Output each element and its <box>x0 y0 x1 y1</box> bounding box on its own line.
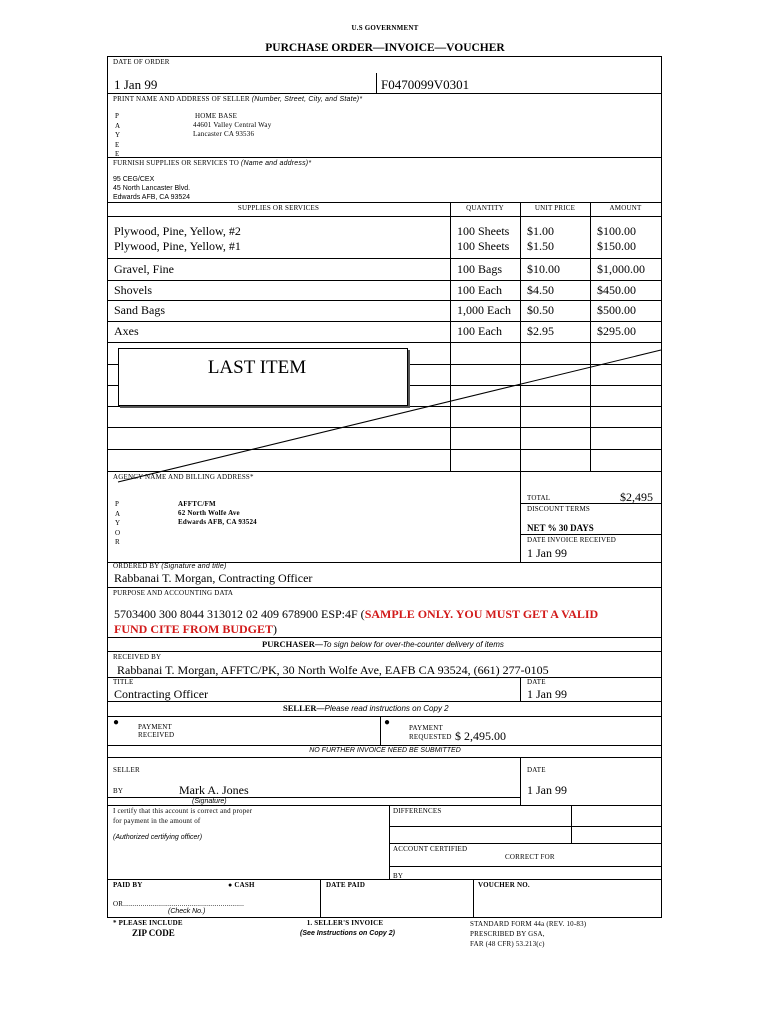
account-certified-label: ACCOUNT CERTIFIED <box>393 845 468 853</box>
total-value: $2,495 <box>620 490 653 504</box>
cash-option[interactable]: ● CASH <box>228 881 255 889</box>
date-of-order-value: 1 Jan 99 <box>114 77 158 92</box>
date-of-order-label: DATE OF ORDER <box>113 58 170 66</box>
table-row-amount: $150.00 <box>597 239 636 253</box>
table-row-amount: $1,000.00 <box>597 262 645 276</box>
seller-signature: Mark A. Jones <box>179 783 249 797</box>
seller-address-label: PRINT NAME AND ADDRESS OF SELLER (Number, Street, City, and State)* <box>113 95 363 103</box>
payment-received-label: PAYMENT RECEIVED <box>138 723 175 739</box>
table-row-amount: $295.00 <box>597 324 636 338</box>
purchaser-heading: PURCHASER—To sign below for over-the-counter delivery of items <box>262 639 504 649</box>
by-label: BY <box>113 787 124 795</box>
differences-label: DIFFERENCES <box>393 807 442 815</box>
payment-requested-checkbox[interactable]: ● <box>384 717 391 728</box>
please-include-note: * PLEASE INCLUDE <box>113 919 183 927</box>
discount-value: NET % 30 DAYS <box>527 523 594 533</box>
voucher-no-label: VOUCHER NO. <box>478 881 530 889</box>
furnish-label: FURNISH SUPPLIES OR SERVICES TO (Name and address)* <box>113 159 312 167</box>
table-row-price: $10.00 <box>527 262 560 276</box>
payee-letters: P A Y E E <box>115 112 121 158</box>
purchaser-date-label: DATE <box>527 678 546 686</box>
table-row-item: Sand Bags <box>114 303 165 317</box>
agency-address: AFFTC/FM 62 North Wolfe Ave Edwards AFB, CA 93524 <box>178 500 257 526</box>
table-row-item: Axes <box>114 324 139 338</box>
furnish-address: 95 CEG/CEX 45 North Lancaster Blvd. Edwards AFB, CA 93524 <box>113 176 191 201</box>
title-value: Contracting Officer <box>114 687 209 701</box>
seller-date-label: DATE <box>527 766 546 774</box>
date-invoice-label: DATE INVOICE RECEIVED <box>527 536 616 544</box>
payment-received-checkbox[interactable]: ● <box>113 717 120 728</box>
table-row-qty: 100 Sheets <box>457 224 510 238</box>
col-header-amount: AMOUNT <box>609 204 642 212</box>
zip-code-note: ZIP CODE <box>132 928 175 938</box>
see-instructions-label: (See Instructions on Copy 2) <box>300 930 395 937</box>
ordered-by-label: ORDERED BY (Signature and title) <box>113 562 227 570</box>
date-paid-label: DATE PAID <box>326 881 366 889</box>
seller-date-value: 1 Jan 99 <box>527 783 567 797</box>
accounting-value: 5703400 300 8044 313012 02 409 678900 ESP:4F (SAMPLE ONLY. YOU MUST GET A VALID FUND CITE FROM BUDGET) <box>114 607 599 636</box>
accounting-label: PURPOSE AND ACCOUNTING DATA <box>113 589 234 597</box>
table-row-amount: $450.00 <box>597 283 636 297</box>
table-row-item: Gravel, Fine <box>114 262 174 276</box>
ordered-by-value: Rabbanai T. Morgan, Contracting Officer <box>114 571 313 585</box>
payor-letters: P A Y O R <box>115 500 121 546</box>
check-number-label: (Check No.) <box>168 908 206 915</box>
col-header-unit-price: UNIT PRICE <box>534 204 576 212</box>
purchaser-date-value: 1 Jan 99 <box>527 687 567 701</box>
no-further-invoice-note: NO FURTHER INVOICE NEED BE SUBMITTED <box>309 747 461 754</box>
table-row-price: $2.95 <box>527 324 554 338</box>
seller-label: SELLER <box>113 766 140 774</box>
discount-label: DISCOUNT TERMS <box>527 505 591 513</box>
form-number-block: STANDARD FORM 44a (REV. 10-83) PRESCRIBED BY GSA, FAR (48 CFR) 53.213(c) <box>470 920 587 948</box>
col-header-supplies: SUPPLIES OR SERVICES <box>237 204 320 212</box>
table-row-price: $1.00 <box>527 224 554 238</box>
table-row-item: Plywood, Pine, Yellow, #2 <box>114 224 241 238</box>
table-row-item: Shovels <box>114 283 153 297</box>
agency-label: AGENCY NAME AND BILLING ADDRESS* <box>113 473 254 481</box>
table-row-amount: $100.00 <box>597 224 636 238</box>
table-row-qty: 100 Each <box>457 283 502 297</box>
paid-by-label: PAID BY <box>113 881 143 889</box>
certifying-officer-label: (Authorized certifying officer) <box>113 834 203 841</box>
sellers-invoice-label: 1. SELLER'S INVOICE <box>306 919 384 927</box>
total-label: TOTAL <box>527 494 551 502</box>
received-by-label: RECEIVED BY <box>113 653 162 661</box>
certified-by-label: BY <box>393 872 404 880</box>
title-label: TITLE <box>113 678 134 686</box>
table-row-amount: $500.00 <box>597 303 636 317</box>
form-title: PURCHASE ORDER—INVOICE—VOUCHER <box>265 42 505 54</box>
payment-requested-value: $ 2,495.00 <box>455 729 506 743</box>
table-row-qty: 100 Bags <box>457 262 502 276</box>
table-row-qty: 100 Sheets <box>457 239 510 253</box>
table-row-price: $1.50 <box>527 239 554 253</box>
last-item-label: LAST ITEM <box>207 357 307 378</box>
government-header: U.S GOVERNMENT <box>351 24 419 32</box>
payment-requested-label: PAYMENT REQUESTED <box>409 724 452 741</box>
table-row-price: $0.50 <box>527 303 554 317</box>
date-invoice-value: 1 Jan 99 <box>527 546 567 560</box>
table-row-qty: 1,000 Each <box>457 303 511 317</box>
order-number: F0470099V0301 <box>381 77 470 92</box>
correct-for-label: CORRECT FOR <box>505 853 555 861</box>
seller-address: HOME BASE 44601 Valley Central Way Lancaster CA 93536 <box>193 112 272 138</box>
col-header-quantity: QUANTITY <box>466 204 504 212</box>
table-row-item: Plywood, Pine, Yellow, #1 <box>114 239 241 253</box>
table-row-qty: 100 Each <box>457 324 502 338</box>
table-row-price: $4.50 <box>527 283 554 297</box>
received-by-value: Rabbanai T. Morgan, AFFTC/PK, 30 North Wolfe Ave, EAFB CA 93524, (661) 277-0105 <box>117 663 549 677</box>
seller-heading: SELLER—Please read instructions on Copy 2 <box>283 703 449 713</box>
certify-text: I certify that this account is correct and proper for payment in the amount of <box>113 807 253 825</box>
check-number-line: OR.............................................................. <box>113 900 245 908</box>
signature-caption: (Signature) <box>192 798 227 805</box>
